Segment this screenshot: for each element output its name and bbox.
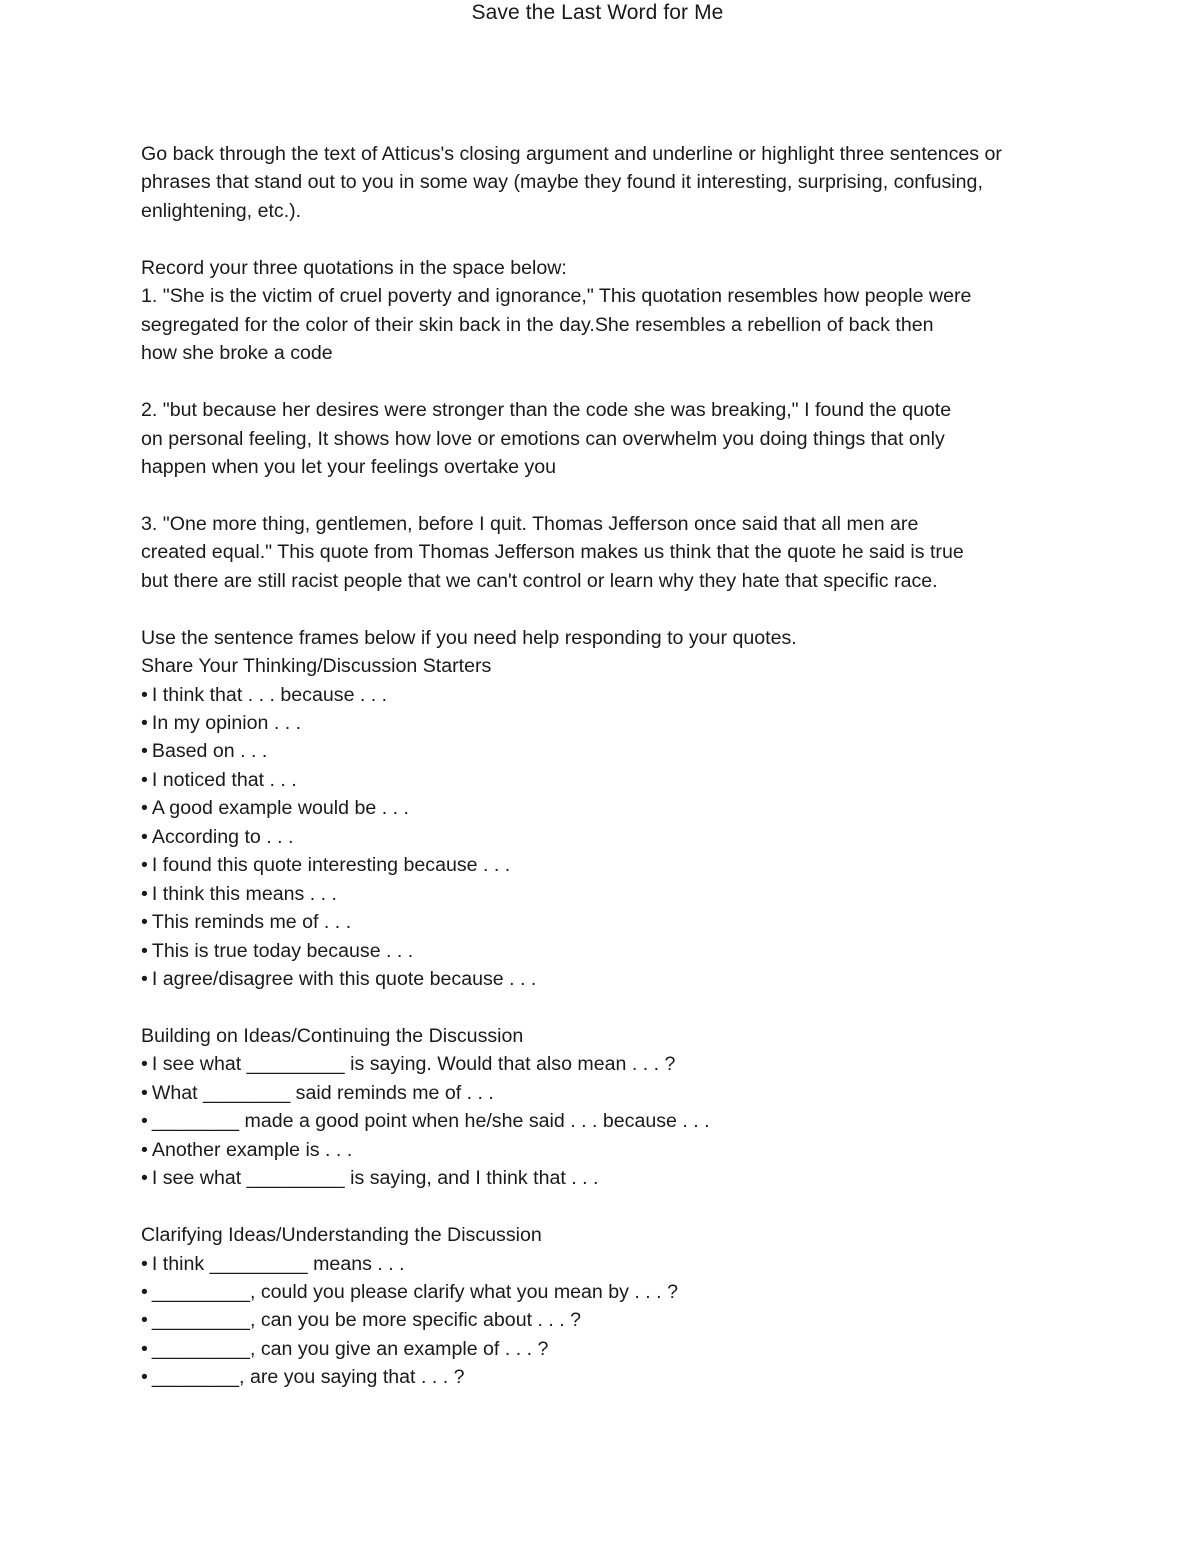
list-item: • ________ made a good point when he/she said . . . because . . . bbox=[141, 1107, 1071, 1135]
list-item: • I think that . . . because . . . bbox=[141, 681, 1071, 709]
quote-line: but there are still racist people that we can't control or learn why they hate that specific race. bbox=[141, 569, 938, 592]
list-item: • Based on . . . bbox=[141, 737, 1071, 765]
document-body bbox=[141, 140, 1071, 1392]
section-heading: Share Your Thinking/Discussion Starters bbox=[141, 655, 492, 678]
list-item: • According to . . . bbox=[141, 823, 1071, 851]
list-item: • I think this means . . . bbox=[141, 880, 1071, 908]
section-discussion-starters bbox=[141, 652, 1071, 993]
section-heading: Clarifying Ideas/Understanding the Discussion bbox=[141, 1224, 542, 1247]
quote-1 bbox=[141, 282, 1071, 367]
list-item: • _________, can you give an example of . . . ? bbox=[141, 1335, 1071, 1363]
list-item: • _________, can you be more specific about . . . ? bbox=[141, 1306, 1071, 1334]
quote-3 bbox=[141, 510, 1071, 595]
list-item: • A good example would be . . . bbox=[141, 794, 1071, 822]
list-item: • I agree/disagree with this quote because . . . bbox=[141, 965, 1071, 993]
quote-line: how she broke a code bbox=[141, 342, 333, 365]
list-item: • This is true today because . . . bbox=[141, 937, 1071, 965]
spacer bbox=[141, 1193, 1071, 1221]
quote-2 bbox=[141, 396, 1071, 481]
quote-line: 2. "but because her desires were stronger than the code she was breaking," I found the quote bbox=[141, 399, 952, 422]
instructions-paragraph: Go back through the text of Atticus's closing argument and underline or highlight three sentences or phrases that stand out to you in some way (maybe they found it interesting, surprising, confusing, enlightening, etc.). bbox=[141, 143, 1002, 222]
spacer bbox=[141, 368, 1071, 396]
quote-line: 1. "She is the victim of cruel poverty and ignorance," This quotation resembles how people were bbox=[141, 285, 972, 308]
list-item: • This reminds me of . . . bbox=[141, 908, 1071, 936]
spacer bbox=[141, 595, 1071, 623]
list-item: • In my opinion . . . bbox=[141, 709, 1071, 737]
sentence-frame-list bbox=[141, 681, 1071, 994]
list-item: • I see what _________ is saying, and I think that . . . bbox=[141, 1164, 1071, 1192]
record-prompt: Record your three quotations in the space below: bbox=[141, 256, 567, 279]
list-item: • I think _________ means . . . bbox=[141, 1250, 1071, 1278]
list-item: • _________, could you please clarify what you mean by . . . ? bbox=[141, 1278, 1071, 1306]
quote-line: happen when you let your feelings overtake you bbox=[141, 455, 557, 478]
sentence-frame-list bbox=[141, 1250, 1071, 1392]
list-item: • What ________ said reminds me of . . . bbox=[141, 1079, 1071, 1107]
list-item: • I noticed that . . . bbox=[141, 766, 1071, 794]
sentence-frame-list bbox=[141, 1050, 1071, 1192]
spacer bbox=[141, 994, 1071, 1022]
list-item: • I see what _________ is saying. Would that also mean . . . ? bbox=[141, 1050, 1071, 1078]
list-item: • ________, are you saying that . . . ? bbox=[141, 1363, 1071, 1391]
page-title: Save the Last Word for Me bbox=[471, 1, 724, 24]
quote-line: segregated for the color of their skin back in the day.She resembles a rebellion of back then bbox=[141, 313, 934, 336]
list-item: • Another example is . . . bbox=[141, 1136, 1071, 1164]
section-heading: Building on Ideas/Continuing the Discussion bbox=[141, 1024, 524, 1047]
spacer bbox=[141, 225, 1071, 253]
section-clarifying-ideas bbox=[141, 1221, 1071, 1392]
quote-line: created equal." This quote from Thomas Jefferson makes us think that the quote he said is true bbox=[141, 541, 964, 564]
list-item: • I found this quote interesting because . . . bbox=[141, 851, 1071, 879]
spacer bbox=[141, 481, 1071, 509]
section-building-on-ideas bbox=[141, 1022, 1071, 1193]
quote-line: 3. "One more thing, gentlemen, before I quit. Thomas Jefferson once said that all men are bbox=[141, 512, 919, 535]
frames-intro: Use the sentence frames below if you need help responding to your quotes. bbox=[141, 626, 797, 649]
quote-line: on personal feeling, It shows how love or emotions can overwhelm you doing things that only bbox=[141, 427, 945, 450]
